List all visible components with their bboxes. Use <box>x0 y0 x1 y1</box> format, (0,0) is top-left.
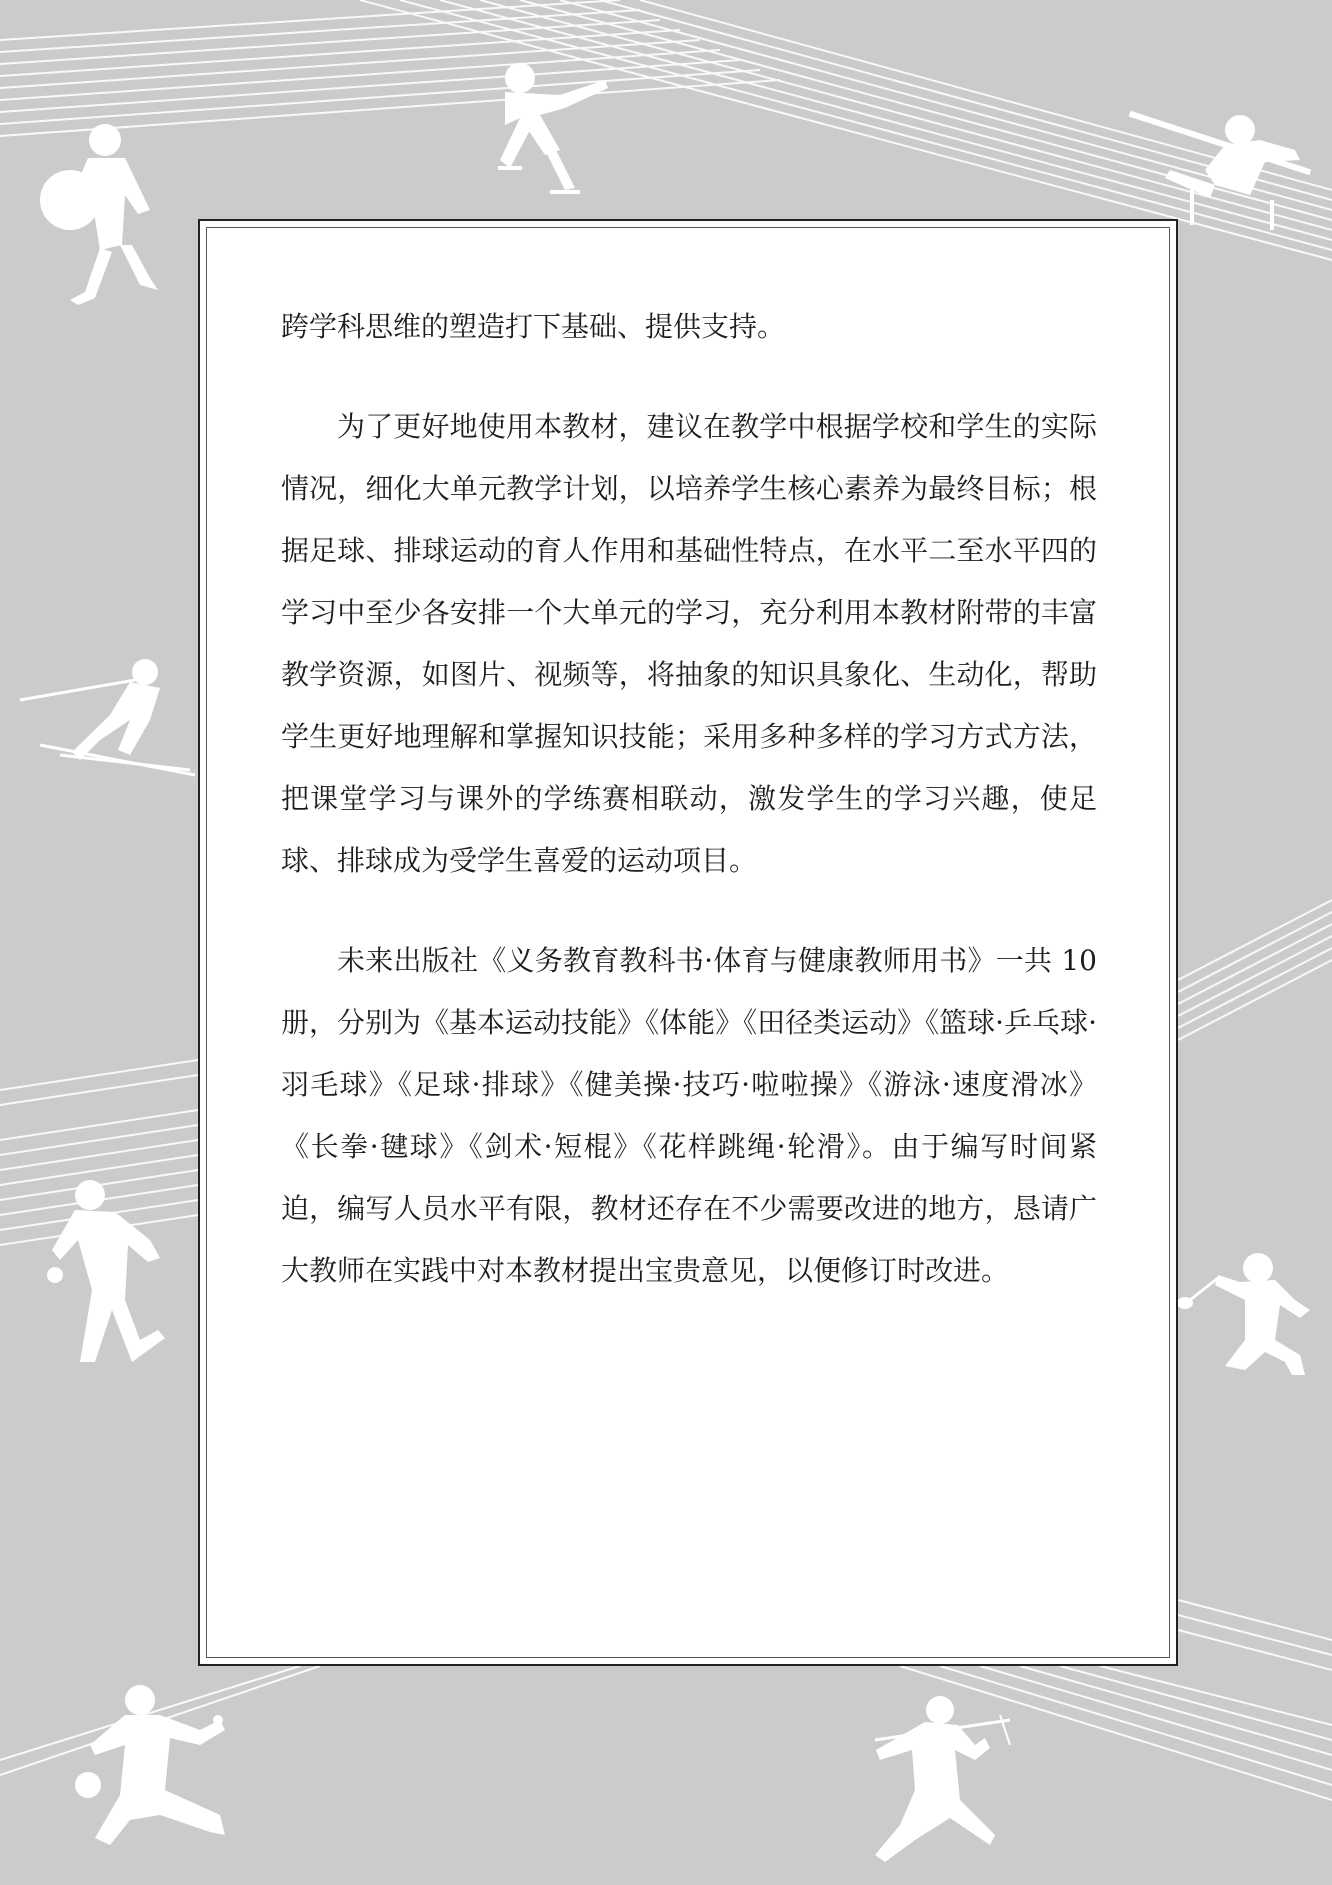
cross-country-skier-icon <box>20 659 195 775</box>
goalkeeper-icon <box>75 1685 225 1845</box>
martial-artist-icon <box>875 1696 1010 1862</box>
badminton-player-icon <box>1177 1253 1310 1375</box>
paragraph-continuation: 跨学科思维的塑造打下基础、提供支持。 <box>281 310 786 343</box>
paragraph-usage-suggestions: 为了更好地使用本教材，建议在教学中根据学校和学生的实际情况，细化大单元教学计划，以培养学生核心素养为最终目标；根据足球、排球运动的育人作用和基础性特点，在水平二至水平四的学习中至少各安排一个大单元的学习，充分利用本教材附带的丰富教学资源，如图片、视频等，将抽象的知识具象化、生动化，帮助学生更好地理解和掌握知识技能；采用多种多样的学习方式方法，把课堂学习与课外的学练赛相联动，激发学生的学习兴趣，使足球、排球成为受学生喜爱的运动项目。 <box>281 410 1097 877</box>
paragraph-book-series: 未来出版社《义务教育教科书·体育与健康教师用书》一共 10 册，分别为《基本运动技能》《体能》《田径类运动》《篮球·乒乓球·羽毛球》《足球·排球》《健美操·技巧·啦啦操》《游泳·速度滑冰》《长拳·毽球》《剑术·短棍》《花样跳绳·轮滑》。由于编写时间紧迫，编写人员水平有限，教材还存在不少需要改进的地方，恳请广大教师在实践中对本教材提出宝贵意见，以便修订时改进。 <box>281 944 1097 1287</box>
basketball-player-icon <box>40 124 158 305</box>
body-text <box>281 296 1097 1302</box>
